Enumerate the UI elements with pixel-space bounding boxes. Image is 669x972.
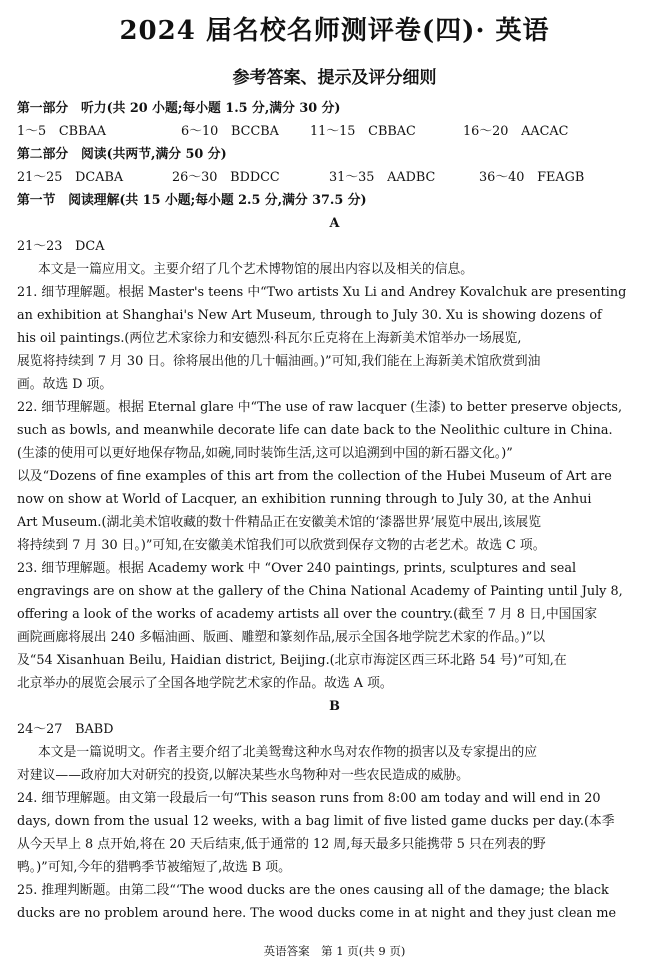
q21-line: an exhibition at Shanghai's New Art Museum, through to July 30. Xu is showing dozens of xyxy=(17,308,602,323)
q21-line: his oil paintings.(两位艺术家徐力和安德烈·科瓦尔丘克将在上海新美术馆举办一场展览, xyxy=(17,331,522,346)
q24-line: 从今天早上 8 点开始,将在 20 天后结束,低于通常的 12 周,每天最多只能携带 5 只在列表的野 xyxy=(17,837,546,852)
q21-line: 21. 细节理解题。根据 Master's teens 中“Two artists Xu Li and Andrey Kovalchuk are presenting xyxy=(17,285,627,300)
part1-heading: 第一部分 听力(共 20 小题;每小题 1.5 分,满分 30 分) xyxy=(17,101,341,116)
part2-heading: 第二部分 阅读(共两节,满分 50 分) xyxy=(17,147,227,162)
q23-line: engravings are on show at the gallery of the China National Academy of Painting until July 8, xyxy=(17,584,623,599)
q24-line: 鸭。)”可知,今年的猎鸭季节被缩短了,故选 B 项。 xyxy=(17,860,291,875)
passage-a-label: A xyxy=(329,216,340,231)
passage-b-summary: 本文是一篇说明文。作者主要介绍了北美鸳鸯这种水鸟对农作物的损害以及专家提出的应 xyxy=(38,745,538,760)
q23-line: 及“54 Xisanhuan Beilu, Haidian district, Beijing.(北京市海淀区西三环北路 54 号)”可知,在 xyxy=(17,653,567,668)
q22-line: 将持续到 7 月 30 日。)”可知,在安徽美术馆我们可以欣赏到保存文物的古老艺术。故选 C 项。 xyxy=(17,538,546,553)
q25-line: ducks are no problem around here. The wood ducks come in at night and they just clean me xyxy=(17,906,617,921)
part1-answer-row xyxy=(17,120,659,143)
q21-line: 画。故选 D 项。 xyxy=(17,377,113,392)
passage-b-label: B xyxy=(329,699,340,714)
q22-line: Art Museum.(湖北美术馆收藏的数十件精品正在安徽美术馆的‘漆器世界’展览中展出,该展览 xyxy=(17,515,541,530)
q21-line: 展览将持续到 7 月 30 日。徐将展出他的几十幅油画。)”可知,我们能在上海新美术馆欣赏到油 xyxy=(17,354,541,369)
passage-a-range: 21～23 DCA xyxy=(17,239,105,254)
answer-group: 36～40 FEAGB xyxy=(479,170,585,185)
q22-line: 以及“Dozens of fine examples of this art from the collection of the Hubei Museum of Art are xyxy=(17,469,612,484)
answer-group: 16～20 AACAC xyxy=(463,124,569,139)
passage-a-summary: 本文是一篇应用文。主要介绍了几个艺术博物馆的展出内容以及相关的信息。 xyxy=(38,262,474,277)
q23-line: 23. 细节理解题。根据 Academy work 中 “Over 240 paintings, prints, sculptures and seal xyxy=(17,561,577,576)
q23-line: 北京举办的展览会展示了全国各地学院艺术家的作品。故选 A 项。 xyxy=(17,676,393,691)
page-footer: 英语答案 第 1 页(共 9 页) xyxy=(263,944,406,958)
passage-b-range: 24～27 BABD xyxy=(17,722,114,737)
answer-group: 6～10 BCCBA xyxy=(181,124,279,139)
passage-b-summary: 对建议——政府加大对研究的投资,以解决某些水鸟物种对一些农民造成的威胁。 xyxy=(17,768,469,783)
q23-line: 画院画廊将展出 240 多幅油画、版画、雕塑和篆刻作品,展示全国各地学院艺术家的作品。)”以 xyxy=(17,630,546,645)
q24-line: days, down from the usual 12 weeks, with a bag limit of five listed game ducks per day.(本季 xyxy=(17,814,615,829)
q22-line: such as bowls, and meanwhile decorate life can date back to the Neolithic culture in China. xyxy=(17,423,613,438)
q22-line: (生漆的使用可以更好地保存物品,如碗,同时装饰生活,这可以追溯到中国的新石器文化。)” xyxy=(17,446,513,461)
q23-line: offering a look of the works of academy artists all over the country.(截至 7 月 8 日,中国国家 xyxy=(17,607,598,622)
answer-group: 1～5 CBBAA xyxy=(17,124,106,139)
section1-heading: 第一节 阅读理解(共 15 小题;每小题 2.5 分,满分 37.5 分) xyxy=(17,193,367,208)
page-subtitle: 参考答案、提示及评分细则 xyxy=(232,68,437,88)
q24-line: 24. 细节理解题。由文第一段最后一句“This season runs from 8:00 am today and will end in 20 xyxy=(17,791,601,806)
answer-group: 21～25 DCABA xyxy=(17,170,124,185)
answer-group: 11～15 CBBAC xyxy=(310,124,416,139)
page-title: 2024 届名校名师测评卷(四)· 英语 xyxy=(119,16,550,46)
q25-line: 25. 推理判断题。由第二段“‘The wood ducks are the ones causing all of the damage; the black xyxy=(17,883,609,898)
q22-line: now on show at World of Lacquer, an exhibition running through to July 30, at the Anhui xyxy=(17,492,592,507)
part2-answer-row xyxy=(17,166,659,189)
q22-line: 22. 细节理解题。根据 Eternal glare 中“The use of raw lacquer (生漆) to better preserve objects, xyxy=(17,400,623,415)
answer-group: 31～35 AADBC xyxy=(329,170,436,185)
answer-group: 26～30 BDDCC xyxy=(172,170,280,185)
